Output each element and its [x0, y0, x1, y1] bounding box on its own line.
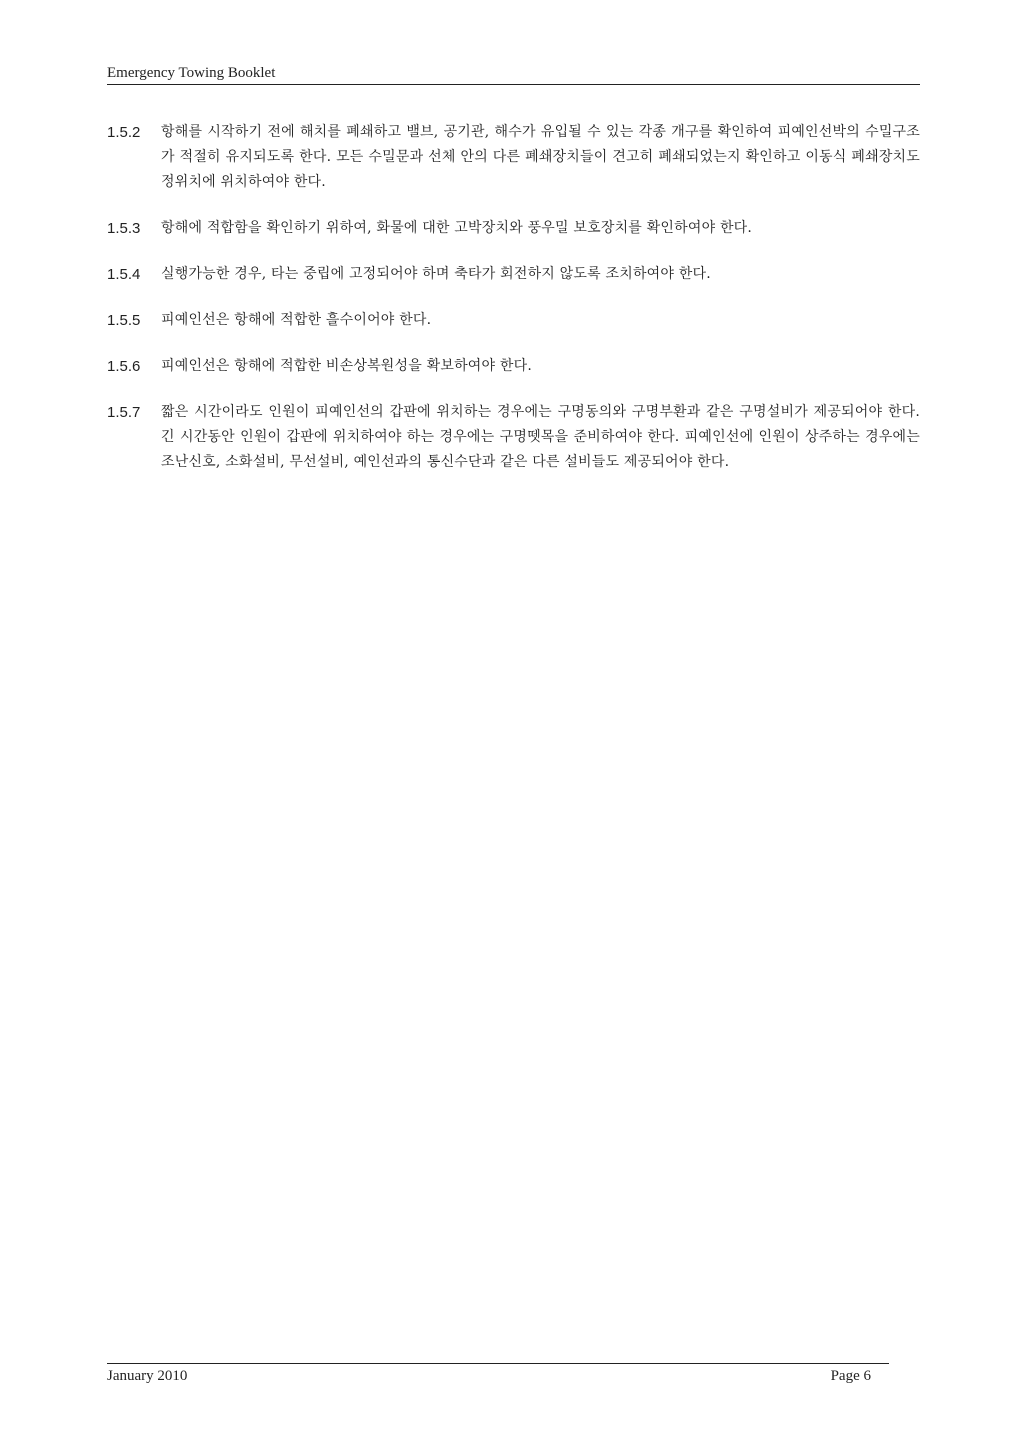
section-text: 짧은 시간이라도 인원이 피예인선의 갑판에 위치하는 경우에는 구명동의와 구명부환과 같은 구명설비가 제공되어야 한다. 긴 시간동안 인원이 갑판에 위치하여야 하는 경우에는 구명뗏목을 준비하여야 한다. 피예인선에 인원이 상주하는 경우에는 조난신호, 소화설비, 무선설비, 예인선과의 통신수단과 같은 다른 설비들도 제공되어야 한다. [161, 404, 920, 470]
section-number: 1.5.3 [107, 220, 141, 237]
section-text: 실행가능한 경우, 타는 중립에 고정되어야 하며 축타가 회전하지 않도록 조치하여야 한다. [161, 266, 711, 282]
document-body [107, 120, 920, 496]
section-1-5-3 [107, 216, 920, 241]
section-number: 1.5.5 [107, 312, 141, 329]
page-number: Page 6 [830, 1368, 871, 1384]
section-text: 항해를 시작하기 전에 해치를 폐쇄하고 밸브, 공기관, 해수가 유입될 수 있는 각종 개구를 확인하여 피예인선박의 수밀구조가 적절히 유지되도록 한다. 모든 수밀문과 선체 안의 다른 폐쇄장치들이 견고히 폐쇄되었는지 확인하고 이동식 폐쇄장치도 정위치에 위치하여야 한다. [161, 124, 920, 190]
section-number: 1.5.2 [107, 124, 141, 141]
section-1-5-5 [107, 308, 920, 333]
page-header [107, 64, 920, 85]
section-text: 항해에 적합함을 확인하기 위하여, 화물에 대한 고박장치와 풍우밀 보호장치를 확인하여야 한다. [161, 220, 753, 236]
section-number: 1.5.7 [107, 404, 141, 421]
section-1-5-6 [107, 354, 920, 379]
section-number: 1.5.6 [107, 358, 141, 375]
footer-date: January 2010 [107, 1368, 188, 1384]
section-1-5-2 [107, 120, 920, 195]
page-footer [107, 1363, 889, 1390]
document-title: Emergency Towing Booklet [107, 65, 276, 81]
section-text: 피예인선은 항해에 적합한 흘수이어야 한다. [161, 312, 432, 328]
section-number: 1.5.4 [107, 266, 141, 283]
section-1-5-7 [107, 400, 920, 475]
section-1-5-4 [107, 262, 920, 287]
section-text: 피예인선은 항해에 적합한 비손상복원성을 확보하여야 한다. [161, 358, 532, 374]
